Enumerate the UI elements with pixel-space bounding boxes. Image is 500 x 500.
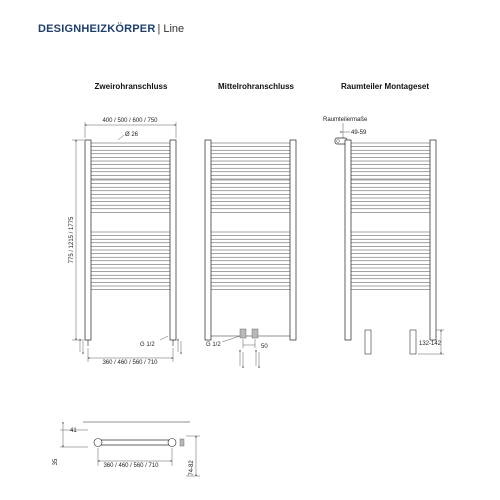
wall-label: 49-59: [351, 130, 367, 136]
depth-label: 41: [70, 428, 77, 434]
foot-label: 132-142: [419, 341, 442, 347]
valve-right: [252, 329, 258, 338]
thread-label: G 1/2: [140, 342, 155, 348]
radiator-left-tube: [345, 140, 351, 340]
thread-leader: [160, 336, 168, 340]
tube-left-circle: [94, 439, 102, 447]
radiator-rungs-left: [88, 143, 176, 290]
product-name: Line: [163, 23, 185, 35]
diameter-label: Ø 26: [125, 132, 139, 138]
brand-title: DESIGNHEIZKÖRPER: [38, 23, 156, 35]
title-raumteiler-montageset: Raumteiler Montageset: [340, 82, 430, 91]
raumteiler-label: Raumteilermaße: [323, 117, 368, 123]
view-mittelrohranschluss: [205, 140, 296, 368]
offset-label: 35: [53, 458, 59, 466]
radiator-top-profile: [95, 440, 175, 445]
axis-label: 360 / 460 / 560 / 710: [102, 360, 158, 366]
diameter-leader: [118, 135, 124, 140]
wall-label: 74-82: [189, 460, 195, 476]
radiator-left-tube: [205, 140, 211, 340]
wall-bracket-icon: [180, 439, 184, 446]
radiator-rungs-right: [348, 143, 436, 290]
title-zweirohranschluss: Zweirohranschluss: [94, 82, 168, 91]
radiator-right-tube: [290, 140, 296, 340]
thread-leader: [222, 336, 240, 342]
valve-left: [240, 329, 246, 338]
header-separator: |: [157, 23, 161, 35]
tube-right-circle: [168, 439, 176, 447]
bracket-screw-icon: [337, 140, 340, 143]
radiator-left-tube: [85, 140, 91, 340]
height-label: 775 / 1215 / 1775: [69, 216, 75, 264]
floor-foot-left: [365, 330, 371, 354]
radiator-right-tube: [170, 140, 176, 340]
radiator-right-tube: [430, 140, 436, 340]
thread-label: G 1/2: [206, 342, 221, 348]
width-label: 400 / 500 / 600 / 750: [102, 118, 158, 124]
radiator-rungs-middle: [208, 143, 296, 290]
axis-label: 360 / 460 / 560 / 710: [103, 463, 159, 469]
spacing-label: 50: [261, 344, 268, 350]
view-zweirohranschluss: [69, 118, 181, 366]
view-raumteiler-montageset: [323, 117, 444, 354]
title-mittelrohranschluss: Mittelrohranschluss: [217, 82, 294, 91]
floor-foot-right: [410, 330, 416, 354]
top-view: [53, 422, 200, 476]
